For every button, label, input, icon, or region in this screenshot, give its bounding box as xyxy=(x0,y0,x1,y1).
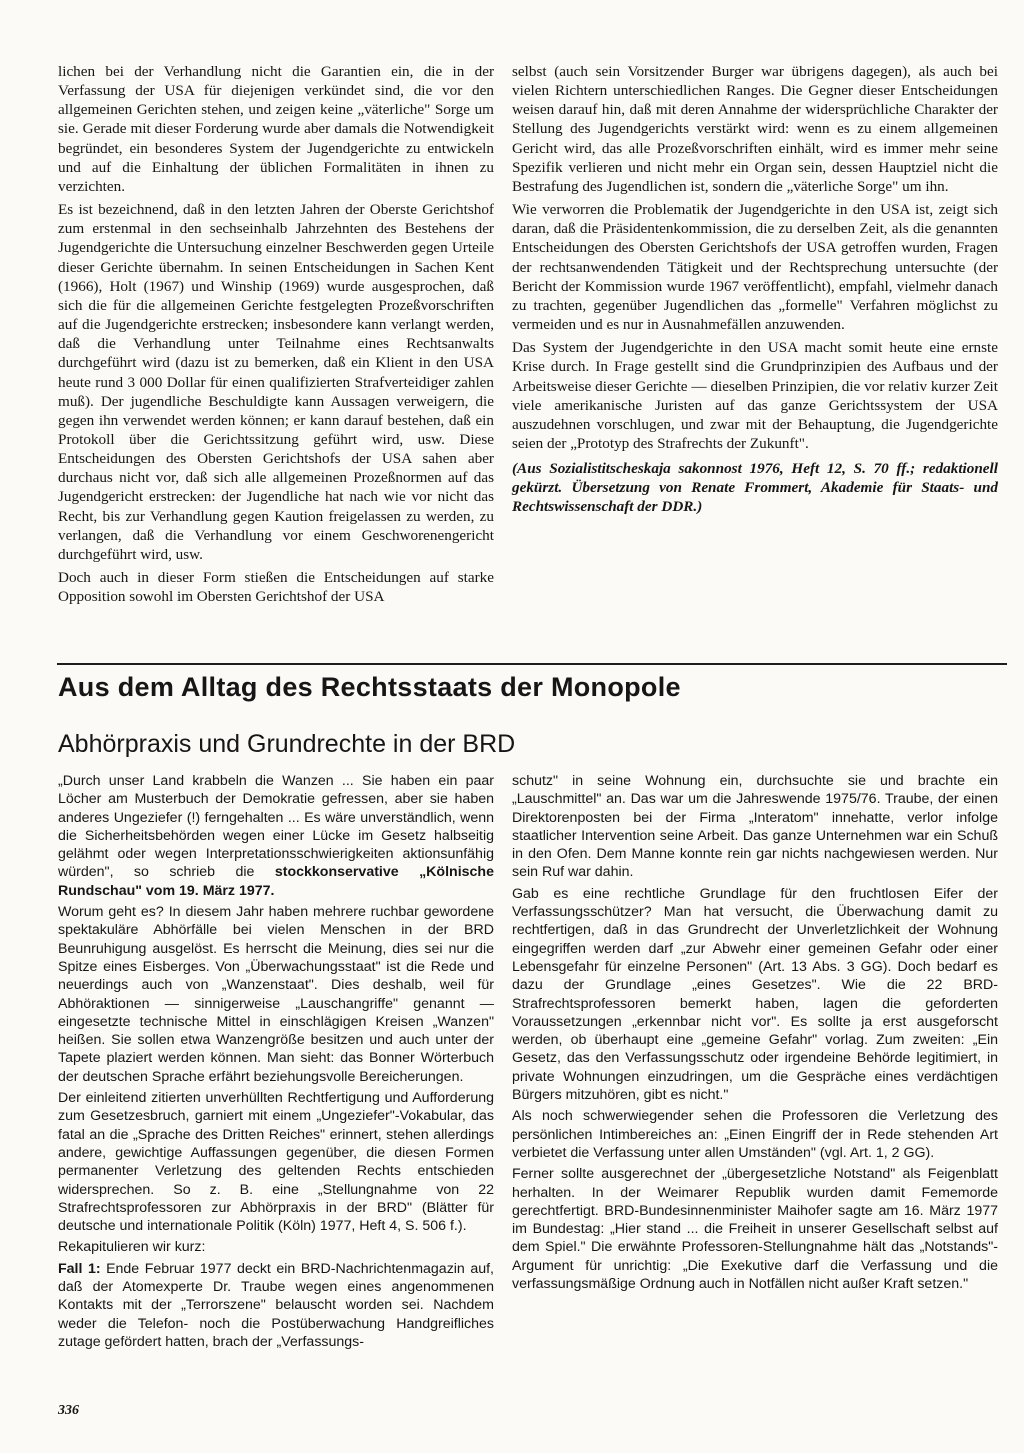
paragraph: Als noch schwerwiegender sehen die Professoren die Verletzung des persönlichen Intimbereiches an: „Einen Eingriff der in Rede stehenden Art verbietet die Verfassung unter allen Umständen" (vgl. Art. 1, 2 GG). xyxy=(512,1108,998,1161)
case-text: Ende Februar 1977 deckt ein BRD-Nachrichtenmagazin auf, daß der Atomexperte Dr. Traube wegen eines angenommenen Kontakts mit der „Terrorszene" belauscht worden sei. Nachdem weder die Telefon- noch die Postüberwachung Handgreifliches zutage gefördert hatten, brach der „Verfassungs- xyxy=(58,1260,494,1350)
paragraph: lichen bei der Verhandlung nicht die Garantien ein, die in der Verfassung der USA für diejenigen verkündet sind, die vor den allgemeinen Gerichten stehen, und zeigen keine „väterliche" Sorge um sie. Gerade mit dieser Forderung wurde aber damals die Notwendigkeit begründet, ein besonderes System der Jugendgerichte zu entwickeln und auf die Einhaltung der üblichen Formalitäten in ihnen zu verzichten. xyxy=(58,63,494,195)
paragraph: Worum geht es? In diesem Jahr haben mehrere ruchbar gewordene spektakuläre Abhörfälle bei vielen Menschen in der BRD Beunruhigung ausgelöst. Es herrscht die Meinung, dies sei nur die Spitze eines Eisberges. Von „Überwachungsstaat" ist die Rede und neuerdings auch von „Wanzenstaat". Dies deshalb, weil für Abhöraktionen — sinnigerweise „Lauschangriffe" genannt — eingesetzte technische Mittel in einschlägigen Kreisen „Wanzen" heißen. Sie sollen etwa Wanzengröße besitzen und auch unter der Tapete plaziert werden können. Man sieht: das Bonner Wörterbuch der deutschen Sprache erfährt beziehungsvolle Bereicherungen. xyxy=(58,904,494,1085)
paragraph: Wie verworren die Problematik der Jugendgerichte in den USA ist, zeigt sich daran, daß die Präsidentenkommission, die zu derselben Zeit, als die genannten Entscheidungen des Obersten Gerichtshofs der USA getroffen wurden, Fragen der rechtsanwendenden Tätigkeit und der Rechtsprechung untersuchte (der Bericht der Kommission wurde 1967 veröffentlicht), empfahl, vielmehr danach zu trachten, gegenüber Jugendlichen das „formelle" Verfahren möglichst zu vermeiden und es nur in Ausnahmefällen anzuwenden. xyxy=(512,201,998,334)
paragraph: Das System der Jugendgerichte in den USA macht somit heute eine ernste Krise durch. In Frage gestellt sind die Grundprinzipien des Aufbaus und der Arbeitsweise dieser Gerichte — dieselben Prinzipien, die vor relativ kurzer Zeit viele amerikanische Juristen auf das ganze Gerichtssystem der USA auszudehnen vorschlugen, und zwar mit der Behauptung, die Jugendgerichte seien der „Prototyp des Strafrechts der Zukunft". xyxy=(512,339,998,452)
top-right-column xyxy=(512,62,998,521)
paragraph: Gab es eine rechtliche Grundlage für den fruchtlosen Eifer der Verfassungsschützer? Man hat versucht, die Überwachung damit zu rechtfertigen, daß in das Grundrecht der Unverletzlichkeit der Wohnung eingegriffen werden darf „zur Abwehr einer gemeinen Gefahr oder einer Lebensgefahr für einzelne Personen" (Art. 13 Abs. 3 GG). Doch bedarf es dazu der Grundlage „eines Gesetzes". Wie die 22 BRD-Strafrechtsprofessoren bemerkt haben, lagen die geforderten Voraussetzungen „erkennbar nicht vor". Es sollte ja erst ausgeforscht werden, ob überhaupt eine „gemeine Gefahr" vorlag. Zum zweiten: „Ein Gesetz, das den Verfassungsschutz oder irgendeine Behörde legitimiert, in private Wohnungen einzudringen, um die Gespräche eines verdächtigen Bürgers mitzuhören, gibt es nicht." xyxy=(512,885,998,1104)
source-reference: stockkonservative „Kölnische Rundschau" vom 19. März 1977. xyxy=(58,864,494,899)
quote-text: „Durch unser Land krabbeln die Wanzen ... Sie haben ein paar Löcher am Musterbuch der Demokratie gefressen, aber sie haben anderes Ungeziefer (!) ferngehalten ... Es wäre unverständlich, wenn die Sicherheitsbehörden wegen einer Lücke im Gesetz halbseitig gelähmt oder wegen Interpretationsschwierigkeiten aktionsunfähig würden", so schrieb die xyxy=(58,773,494,881)
paragraph: selbst (auch sein Vorsitzender Burger war übrigens dagegen), als auch bei vielen Richtern unterschiedlichen Ranges. Die Gegner dieser Entscheidungen weisen darauf hin, daß mit deren Annahme der widersprüchliche Charakter der Stellung des Jugendgerichts verstärkt wird: wenn es zu einem allgemeinen Gericht wird, das alle Prozeßvorschriften einhält, wird es immer mehr seine Spezifik verlieren und nicht mehr ein Organ sein, dessen Hauptziel nicht die Bestrafung des Jugendlichen ist, sondern die „väterliche Sorge" um ihn. xyxy=(512,63,998,195)
case-label: Fall 1: xyxy=(58,1260,101,1277)
paragraph xyxy=(58,1260,494,1351)
source-credit: (Aus Sozialistitscheskaja sakonnost 1976, Heft 12, S. 70 ff.; redaktionell gekürzt. Übersetzung von Renate Frommert, Akademie für Staats- und Rechtswissenschaft der DDR.) xyxy=(512,460,998,516)
paragraph: Es ist bezeichnend, daß in den letzten Jahren der Oberste Gerichtshof zum erstenmal in den sechseinhalb Jahrzehnten des Bestehens der Jugendgerichte die Untersuchung einzelner Beschwerden gegen Urteile dieser Gerichte übernahm. In seinen Entscheidungen in Sachen Kent (1966), Holt (1967) und Winship (1969) wurde ausgesprochen, daß sich die für die allgemeinen Gerichte festgelegten Prozeßvorschriften auf die Jugendgerichte erstrecken; insbesondere kann verlangt werden, daß die Verhandlung unter Teilnahme eines Rechtsanwalts durchgeführt wird (dazu ist zu bemerken, daß ein Klient in den USA heute rund 3 000 Dollar für einen qualifizierten Strafverteidiger zahlen muß). Der jugendliche Beschuldigte kann Aussagen verweigern, die gegen ihn verwendet werden können; er kann darauf bestehen, daß ein Protokoll über die Gerichtssitzung geführt wird, usw. Diese Entscheidungen des Obersten Gerichtshofs der USA sahen aber durchaus nicht vor, daß sich alle allgemeinen Prozeßnormen auf das Jugendgericht erstrecken: der Jugendliche hat nach wie vor nicht das Recht, bis zur Verhandlung gegen Kaution freigelassen zu werden, zu verlangen, daß die Verhandlung vor einem Geschworenengericht durchgeführt wird, usw. xyxy=(58,201,494,563)
bottom-right-column xyxy=(512,772,998,1296)
paragraph: Ferner sollte ausgerechnet der „übergesetzliche Notstand" als Feigenblatt herhalten. In der Weimarer Republik wurden damit Fememorde gerechtfertigt. BRD-Bundesinnenminister Maihofer sagte am 16. März 1977 im Bundestag: „Hier stand ... die Freiheit in unserer Gesellschaft selbst auf dem Spiel." Die erwähnte Professoren-Stellungnahme hält das „Notstands"-Argument für unrichtig: „Die Exekutive darf die Verfassung und die verfassungsmäßige Ordnung auch in Notfällen nicht außer Kraft setzen." xyxy=(512,1166,998,1293)
section-title: Aus dem Alltag des Rechtsstaats der Monopole xyxy=(58,672,681,702)
top-left-column xyxy=(58,62,494,610)
bottom-left-column xyxy=(58,772,494,1354)
paragraph: Der einleitend zitierten unverhüllten Rechtfertigung und Aufforderung zum Gesetzesbruch, garniert mit einem „Ungeziefer"-Vokabular, das fatal an die „Sprache des Dritten Reiches" erinnert, stehen allerdings andere, gewichtige Auffassungen gegenüber, die diesen Formen permanenter Verletzung des geltenden Rechts entschieden widersprechen. So z. B. eine „Stellungnahme von 22 Strafrechtsprofessoren zur Abhörpraxis in der BRD" (Blätter für deutsche und internationale Politik (Köln) 1977, Heft 4, S. 506 f.). xyxy=(58,1090,494,1235)
page-number: 336 xyxy=(58,1403,79,1418)
paragraph: Rekapitulieren wir kurz: xyxy=(58,1239,206,1256)
section-rule xyxy=(57,663,1007,665)
article-title: Abhörpraxis und Grundrechte in der BRD xyxy=(58,730,516,758)
paragraph: Doch auch in dieser Form stießen die Entscheidungen auf starke Opposition sowohl im Obersten Gerichtshof der USA xyxy=(58,569,494,606)
paragraph xyxy=(58,772,494,900)
paragraph: schutz" in seine Wohnung ein, durchsuchte sie und brachte ein „Lauschmittel" an. Das war um die Jahreswende 1975/76. Traube, der einen Direktorenposten bei der Firma „Interatom" innehatte, verlor infolge staatlicher Intervention seine Arbeit. Das ganze Unternehmen war ein Schuß in den Ofen. Dem Manne konnte rein gar nichts nachgewiesen werden. Nur sein Ruf war dahin. xyxy=(512,773,998,881)
